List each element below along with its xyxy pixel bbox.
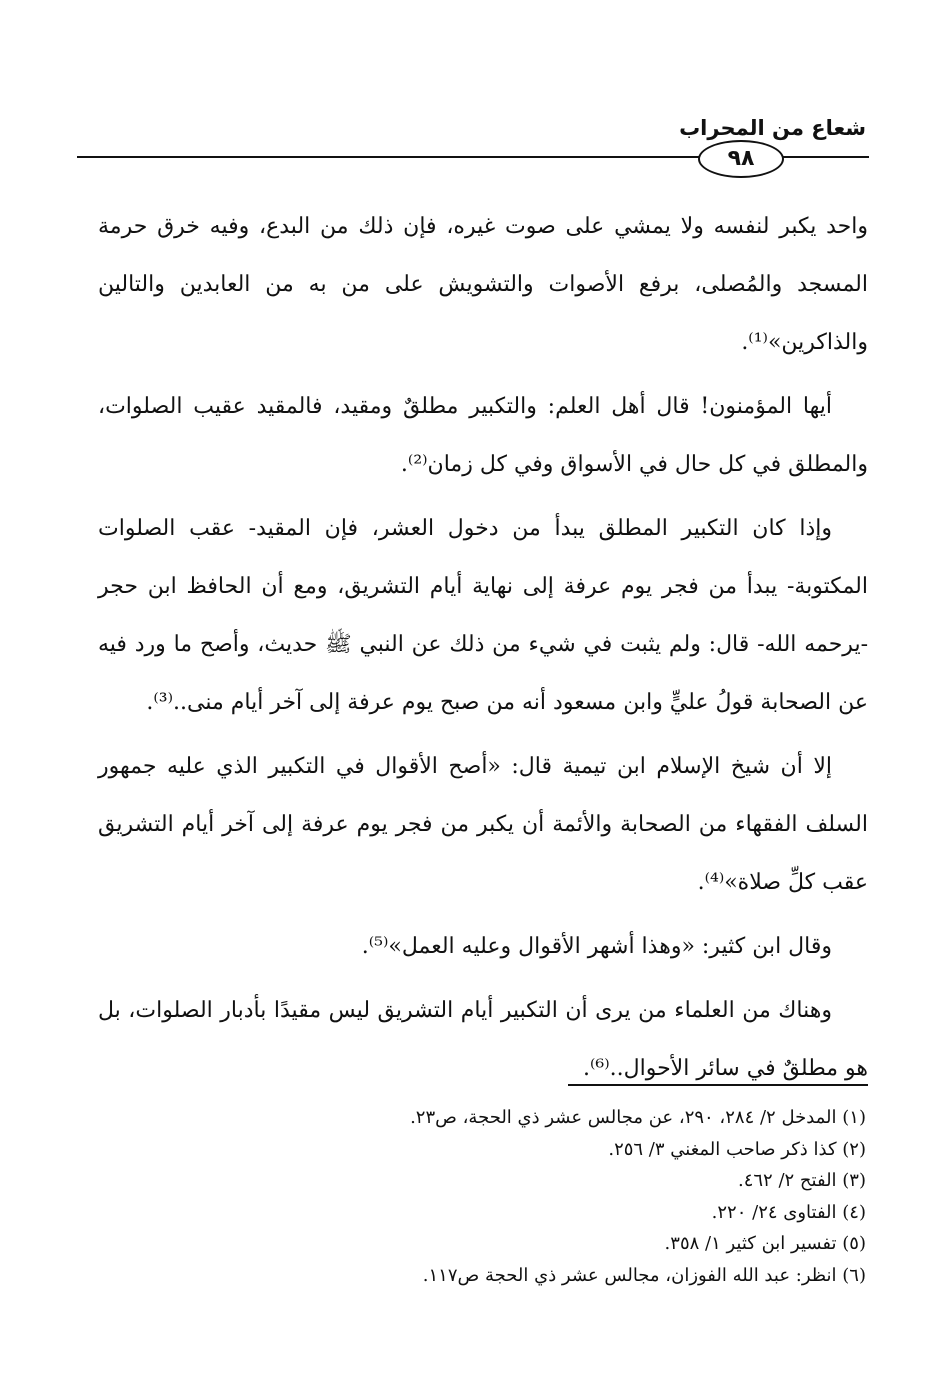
paragraph: واحد يكبر لنفسه ولا يمشي على صوت غيره، فإن ذلك من البدع، وفيه خرق حرمة المسجد والمُصلى، برفع الأصوات والتشويش على من به من العابدين والتالين والذاكرين»⁽¹⁾.: [98, 214, 868, 355]
paragraph: وهناك من العلماء من يرى أن التكبير أيام التشريق ليس مقيدًا بأدبار الصلوات، بل هو مطلقٌ في سائر الأحوال..⁽⁶⁾.: [98, 998, 868, 1081]
footnote: (١) المدخل ٢/ ٢٨٤، ٢٩٠، عن مجالس عشر ذي الحجة، ص٢٣.: [410, 1107, 866, 1128]
footnote: (٥) تفسير ابن كثير ١/ ٣٥٨.: [664, 1233, 866, 1254]
paragraph: أيها المؤمنون! قال أهل العلم: والتكبير مطلقٌ ومقيد، فالمقيد عقيب الصلوات، والمطلق في كل حال في الأسواق وفي كل زمان⁽²⁾.: [98, 394, 868, 477]
body-text: [98, 198, 868, 1104]
footnote: (٢) كذا ذكر صاحب المغني ٣/ ٢٥٦.: [608, 1138, 866, 1160]
page-number: ٩٨: [698, 140, 784, 178]
book-title: شعاع من المحراب: [679, 116, 866, 140]
footnote: (٣) الفتح ٢/ ٤٦٢.: [737, 1170, 866, 1191]
paragraph: وقال ابن كثير: «وهذا أشهر الأقوال وعليه العمل»⁽⁵⁾.: [361, 934, 832, 959]
footnote-rule: [568, 1084, 868, 1086]
paragraph: إلا أن شيخ الإسلام ابن تيمية قال: «أصح الأقوال في التكبير الذي عليه جمهور السلف الفقهاء من الصحابة والأئمة أن يكبر من فجر يوم عرفة إلى آخر أيام التشريق عقب كلِّ صلاة»⁽⁴⁾.: [98, 754, 868, 895]
paragraph: وإذا كان التكبير المطلق يبدأ من دخول العشر، فإن المقيد- عقب الصلوات المكتوبة- يبدأ من فجر يوم عرفة إلى نهاية أيام التشريق، ومع أن الحافظ ابن حجر -يرحمه الله- قال: ولم يثبت في شيء من ذلك عن النبي ﷺ حديث، وأصح ما ورد فيه عن الصحابة قولُ عليٍّ وابن مسعود أنه من صبح يوم عرفة إلى آخر أيام منى..⁽³⁾.: [98, 516, 868, 715]
footnote: (٦) انظر: عبد الله الفوزان، مجالس عشر ذي الحجة ص١١٧.: [422, 1264, 866, 1286]
footnote: (٤) الفتاوى ٢٤/ ٢٢٠.: [711, 1201, 866, 1223]
footnotes: [106, 1102, 866, 1291]
